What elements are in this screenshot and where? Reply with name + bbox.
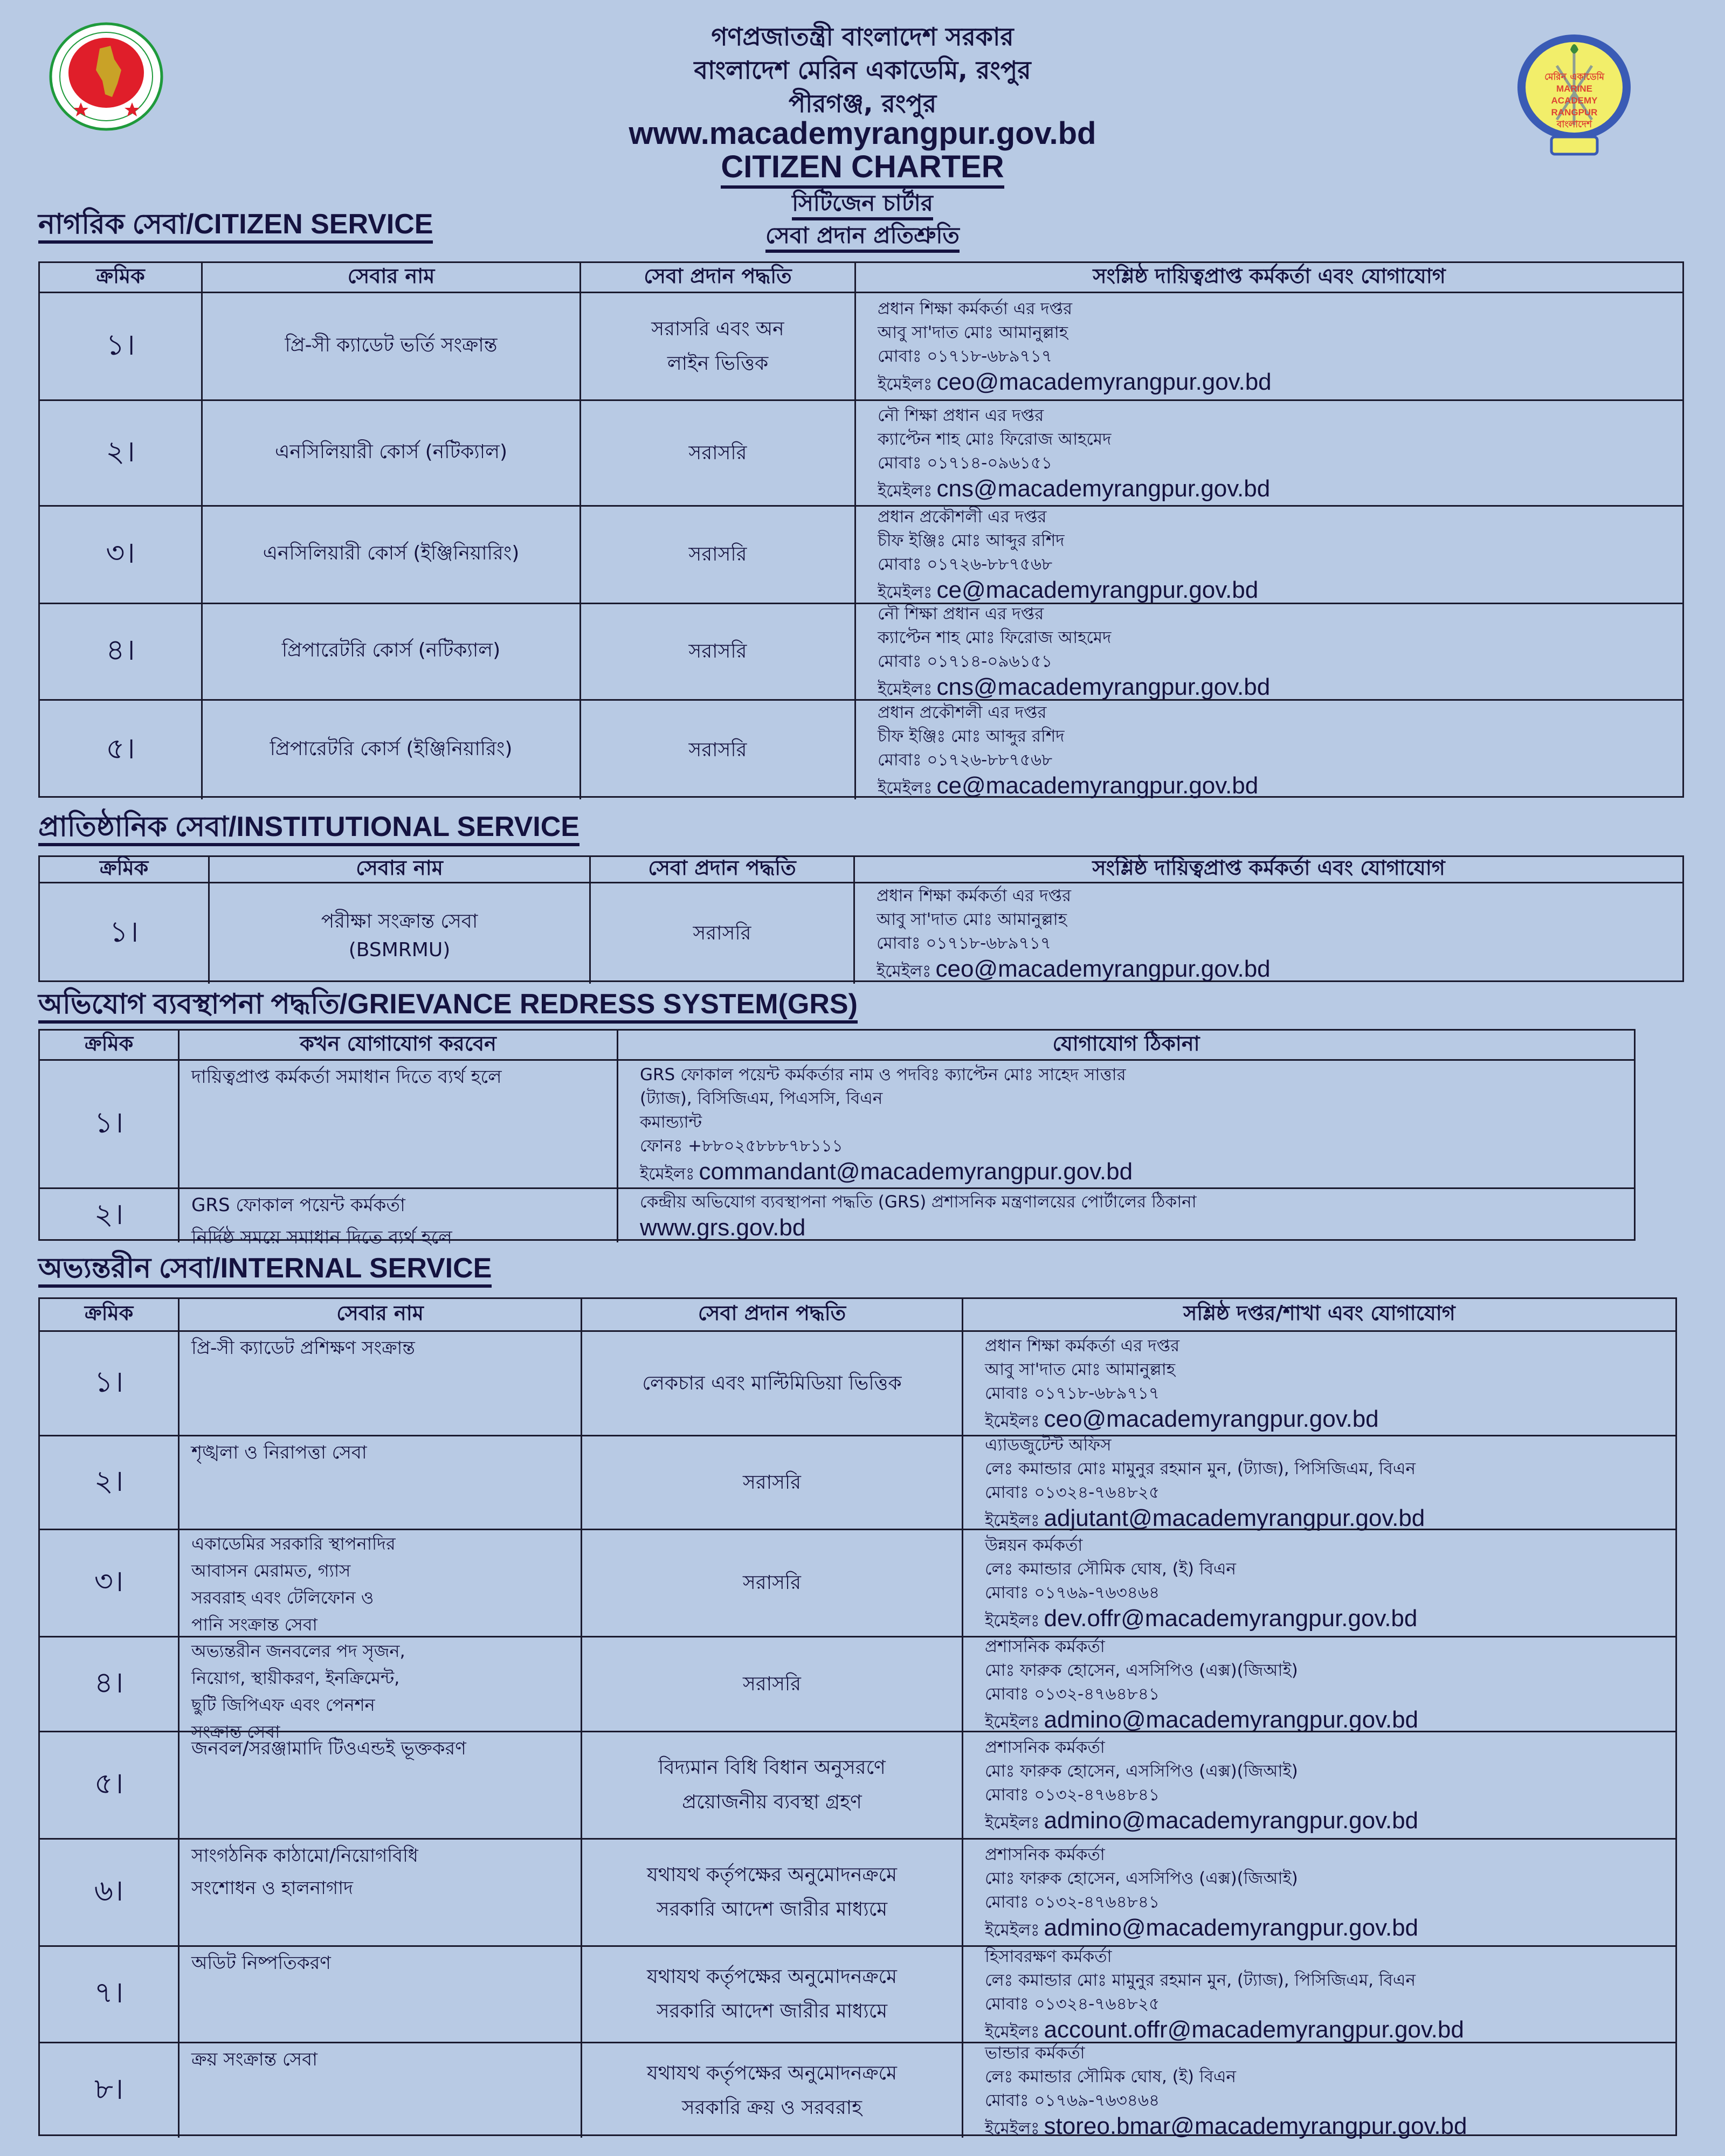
service-method-line: সরাসরি এবং অন bbox=[651, 317, 784, 340]
email-label: ইমেইলঃ bbox=[878, 481, 933, 501]
serial-number: ২। bbox=[94, 1463, 124, 1498]
service-method bbox=[581, 1436, 962, 1529]
contact-info bbox=[962, 1637, 1675, 1731]
citizen-service-heading: নাগরিক সেবা/CITIZEN SERVICE bbox=[38, 208, 433, 244]
email-label: ইমেইলঃ bbox=[985, 1611, 1040, 1630]
column-header: ক্রমিক bbox=[99, 856, 149, 880]
service-method-line: যথাযথ কর্তৃপক্ষের অনুমোদনক্রমে bbox=[646, 1966, 897, 1988]
email-line bbox=[985, 1914, 1418, 1942]
table-header-row bbox=[40, 263, 1682, 292]
service-method-line: সরাসরি bbox=[688, 441, 747, 464]
table-row bbox=[40, 292, 1682, 399]
service-name-line: এনসিলিয়ারী কোর্স (ইঞ্জিনিয়ারিং) bbox=[263, 542, 520, 564]
service-name-line: প্রিপারেটরি কোর্স (ইঞ্জিনিয়ারিং) bbox=[270, 737, 513, 760]
service-name bbox=[178, 1332, 581, 1435]
service-name bbox=[201, 507, 579, 603]
serial-number: ২। bbox=[94, 1197, 124, 1231]
contact-line: মোবাঃ ০১৭৬৯-৭৬৩৪৬৪ bbox=[985, 2090, 1160, 2110]
serial-number: ৮। bbox=[94, 2071, 124, 2106]
contact-line: মোবাঃ ০১৭৬৯-৭৬৩৪৬৪ bbox=[985, 1583, 1160, 1602]
service-method bbox=[579, 507, 854, 603]
column-header: ক্রমিক bbox=[96, 264, 145, 288]
table-row bbox=[40, 699, 1682, 799]
service-method bbox=[589, 883, 853, 984]
contact-info bbox=[962, 1436, 1675, 1529]
column-header: সেবার নাম bbox=[208, 857, 589, 882]
serial-number: ১। bbox=[94, 1105, 124, 1139]
page-title-text: CITIZEN CHARTER bbox=[721, 149, 1004, 189]
serial-number: ১। bbox=[94, 1364, 124, 1399]
contact-info bbox=[617, 1061, 1634, 1187]
email-label: ইমেইলঃ bbox=[985, 1813, 1040, 1833]
service-name-line: সংশোধন ও হালনাগাদ bbox=[191, 1877, 353, 1899]
service-name bbox=[178, 1947, 581, 2042]
table-row bbox=[40, 1187, 1634, 1248]
contact-line: নৌ শিক্ষা প্রধান এর দপ্তর bbox=[878, 405, 1044, 425]
serial-number: ৫। bbox=[94, 1766, 124, 1800]
serial-number: ১। bbox=[109, 915, 139, 949]
serial-number: ১। bbox=[106, 327, 135, 362]
service-name bbox=[178, 2043, 581, 2138]
email-line bbox=[985, 2016, 1464, 2044]
email-line bbox=[640, 1214, 805, 1242]
service-method bbox=[581, 1637, 962, 1731]
email-line bbox=[878, 576, 1258, 604]
contact-info bbox=[962, 1840, 1675, 1945]
service-method-line: সরাসরি bbox=[693, 922, 751, 944]
service-name-line: ছুটি জিপিএফ এবং পেনশন bbox=[191, 1695, 375, 1715]
serial-number: ৬। bbox=[94, 1874, 124, 1908]
email-label: ইমেইলঃ bbox=[985, 1411, 1040, 1431]
email-label: ইমেইলঃ bbox=[878, 583, 933, 602]
column-header: সংশ্লিষ্ঠ দায়িত্বপ্রাপ্ত কর্মকর্তা এবং যোগাযোগ bbox=[853, 857, 1682, 882]
serial-number: ৭। bbox=[94, 1975, 124, 2009]
email-link[interactable]: cns@macademyrangpur.gov.bd bbox=[936, 674, 1271, 700]
service-method-line: প্রয়োজনীয় ব্যবস্থা গ্রহণ bbox=[682, 1791, 862, 1813]
email-label: ইমেইলঃ bbox=[985, 1712, 1040, 1732]
column-header: সেবা প্রদান পদ্ধতি bbox=[579, 263, 854, 292]
service-name-line: জনবল/সরঞ্জামাদি টিওএন্ডই ভূক্তকরণ bbox=[191, 1738, 466, 1759]
email-link[interactable]: ceo@macademyrangpur.gov.bd bbox=[936, 368, 1272, 395]
serial-number: ২। bbox=[106, 434, 135, 468]
email-label: ইমেইলঃ bbox=[878, 374, 933, 394]
email-link[interactable]: account.offr@macademyrangpur.gov.bd bbox=[1044, 2016, 1464, 2043]
contact-line: GRS ফোকাল পয়েন্ট কর্মকর্তার নাম ও পদবিঃ ক্যাপ্টেন মোঃ সাহেদ সাত্তার bbox=[640, 1065, 1126, 1084]
website-link[interactable]: www.macademyrangpur.gov.bd bbox=[629, 116, 1096, 151]
service-name bbox=[201, 293, 579, 399]
column-header: ক্রমিক bbox=[84, 1031, 134, 1055]
email-label: ইমেইলঃ bbox=[878, 680, 933, 699]
contact-info bbox=[854, 401, 1682, 505]
contact-info bbox=[962, 1530, 1675, 1636]
service-name bbox=[178, 1061, 617, 1187]
service-method-line: সরাসরি bbox=[743, 1572, 801, 1594]
contact-line: নৌ শিক্ষা প্রধান এর দপ্তর bbox=[878, 604, 1044, 624]
contact-line: লেঃ কমান্ডার মোঃ মামুনুর রহমান মুন, (ট্যাজ), পিসিজিএম, বিএন bbox=[985, 1971, 1416, 1990]
table-row bbox=[40, 1059, 1634, 1187]
service-name-line: সাংগঠনিক কাঠামো/নিয়োগবিধি bbox=[191, 1845, 418, 1867]
table-row bbox=[40, 1529, 1675, 1636]
email-line bbox=[985, 1405, 1379, 1433]
email-link[interactable]: dev.offr@macademyrangpur.gov.bd bbox=[1044, 1605, 1418, 1632]
service-method-line: লাইন ভিত্তিক bbox=[667, 352, 769, 375]
government-name: গণপ্রজাতন্ত্রী বাংলাদেশ সরকার bbox=[711, 22, 1014, 51]
contact-line: প্রশাসনিক কর্মকর্তা bbox=[985, 1636, 1105, 1656]
table-row bbox=[40, 882, 1682, 984]
contact-line: মোবাঃ ০১৩২-৪৭৬৪৮৪১ bbox=[985, 1684, 1160, 1704]
contact-line: হিসাবরক্ষণ কর্মকর্তা bbox=[985, 1947, 1112, 1966]
service-name bbox=[178, 1436, 581, 1529]
contact-line: প্রধান শিক্ষা কর্মকর্তা এর দপ্তর bbox=[985, 1336, 1180, 1356]
contact-info bbox=[962, 1332, 1675, 1435]
email-link[interactable]: storeo.bmar@macademyrangpur.gov.bd bbox=[1044, 2112, 1467, 2139]
column-header: সেবা প্রদান পদ্ধতি bbox=[589, 857, 853, 882]
service-method bbox=[581, 1947, 962, 2042]
service-method bbox=[579, 293, 854, 399]
contact-info bbox=[962, 1947, 1675, 2042]
email-link[interactable]: admino@macademyrangpur.gov.bd bbox=[1044, 1807, 1419, 1834]
service-method-line: সরাসরি bbox=[743, 1471, 801, 1494]
service-name-line: দায়িত্বপ্রাপ্ত কর্মকর্তা সমাধান দিতে ব্যর্থ হলে bbox=[191, 1066, 502, 1088]
contact-line: কমান্ড্যান্ট bbox=[640, 1112, 702, 1132]
serial-number: ৫। bbox=[106, 731, 135, 765]
service-name-line: পরীক্ষা সংক্রান্ত সেবা bbox=[321, 910, 478, 932]
table-header-row bbox=[40, 857, 1682, 882]
email-line bbox=[985, 1605, 1417, 1633]
serial-number: ৩। bbox=[106, 536, 135, 570]
table-row bbox=[40, 1435, 1675, 1529]
service-name bbox=[178, 1530, 581, 1636]
email-link[interactable]: ce@macademyrangpur.gov.bd bbox=[936, 772, 1259, 799]
contact-info bbox=[617, 1189, 1634, 1242]
column-header: সেবার নাম bbox=[201, 263, 579, 292]
contact-line: মোবাঃ ০১৩২৪-৭৬৪৮২৫ bbox=[985, 1482, 1160, 1502]
service-method-line: যথাযথ কর্তৃপক্ষের অনুমোদনক্রমে bbox=[646, 2062, 897, 2084]
email-label: ইমেইলঃ bbox=[877, 962, 932, 981]
service-name bbox=[178, 1840, 581, 1945]
table-row bbox=[40, 2042, 1675, 2138]
email-line bbox=[877, 955, 1271, 983]
table-row bbox=[40, 399, 1682, 505]
service-method bbox=[579, 604, 854, 699]
grievance-redress-system-table bbox=[38, 1029, 1636, 1248]
contact-line: উন্নয়ন কর্মকর্তা bbox=[985, 1536, 1083, 1555]
contact-line: প্রধান শিক্ষা কর্মকর্তা এর দপ্তর bbox=[877, 886, 1072, 906]
contact-line: মোবাঃ ০১৭১৪-০৯৬১৫১ bbox=[878, 453, 1053, 473]
email-link[interactable]: ce@macademyrangpur.gov.bd bbox=[936, 577, 1259, 603]
service-method-line: সরকারি আদেশ জারীর মাধ্যমে bbox=[656, 1898, 888, 1920]
email-link[interactable]: cns@macademyrangpur.gov.bd bbox=[936, 475, 1271, 502]
contact-line: মোবাঃ ০১৩২-৪৭৬৪৮৪১ bbox=[985, 1892, 1160, 1912]
email-line bbox=[878, 368, 1272, 396]
citizen-service-table bbox=[38, 261, 1684, 798]
service-method bbox=[581, 1332, 962, 1435]
contact-line: মোঃ ফারুক হোসেন, এসসিপিও (এক্স)(জিআই) bbox=[985, 1761, 1298, 1781]
service-name-line: নির্দিষ্ঠ সময়ে সমাধান দিতে ব্যর্থ হলে bbox=[191, 1227, 452, 1248]
column-header: সেবার নাম bbox=[178, 1299, 581, 1330]
email-line bbox=[878, 475, 1270, 503]
contact-line: চীফ ইঞ্জিঃ মোঃ আব্দুর রশিদ bbox=[878, 531, 1065, 550]
page-title bbox=[0, 149, 1725, 185]
contact-line: এ্যাডজুটেন্ট অফিস bbox=[985, 1435, 1112, 1455]
service-name bbox=[201, 701, 579, 799]
contact-line: মোবাঃ ০১৩২৪-৭৬৪৮২৫ bbox=[985, 1994, 1160, 2014]
service-name bbox=[178, 1637, 581, 1742]
service-name-line: ক্রয় সংক্রান্ত সেবা bbox=[191, 2049, 318, 2070]
contact-line: চীফ ইঞ্জিঃ মোঃ আব্দুর রশিদ bbox=[878, 726, 1065, 746]
email-label: ইমেইলঃ bbox=[985, 1920, 1040, 1940]
contact-line: মোবাঃ ০১৭২৬-৮৮৭৫৬৮ bbox=[878, 555, 1053, 574]
email-label: ইমেইলঃ bbox=[878, 778, 933, 798]
service-method-line: সরাসরি bbox=[688, 640, 747, 662]
table-row bbox=[40, 505, 1682, 603]
service-name bbox=[208, 883, 589, 984]
serial-number: ৩। bbox=[94, 1564, 124, 1598]
contact-line: ফোনঃ +৮৮০২৫৮৮৮৭৮১১১ bbox=[640, 1136, 843, 1156]
service-name-line: প্রিপারেটরি কোর্স (নটিক্যাল) bbox=[281, 639, 501, 661]
email-link[interactable]: admino@macademyrangpur.gov.bd bbox=[1044, 1706, 1419, 1733]
contact-line: মোবাঃ ০১৭১৪-০৯৬১৫১ bbox=[878, 652, 1053, 671]
email-link[interactable]: www.grs.gov.bd bbox=[640, 1214, 806, 1241]
email-link[interactable]: ceo@macademyrangpur.gov.bd bbox=[1044, 1405, 1379, 1432]
service-name-line: অভ্যন্তরীন জনবলের পদ সৃজন, bbox=[191, 1641, 405, 1661]
email-label: ইমেইলঃ bbox=[640, 1164, 695, 1184]
contact-line: ভান্ডার কর্মকর্তা bbox=[985, 2043, 1085, 2063]
contact-line: মোঃ ফারুক হোসেন, এসসিপিও (এক্স)(জিআই) bbox=[985, 1660, 1298, 1680]
email-line bbox=[985, 1807, 1418, 1835]
service-name-line: এনসিলিয়ারী কোর্স (নটিক্যাল) bbox=[274, 440, 508, 463]
service-method-line: যথাযথ কর্তৃপক্ষের অনুমোদনক্রমে bbox=[646, 1864, 897, 1886]
email-label: ইমেইলঃ bbox=[985, 1510, 1040, 1530]
institutional-service-heading: প্রাতিষ্ঠানিক সেবা/INSTITUTIONAL SERVICE bbox=[38, 811, 579, 846]
email-link[interactable]: ceo@macademyrangpur.gov.bd bbox=[935, 956, 1271, 982]
grievance-redress-system-heading: অভিযোগ ব্যবস্থাপনা পদ্ধতি/GRIEVANCE REDRESS SYSTEM(GRS) bbox=[38, 988, 858, 1024]
contact-line: প্রধান শিক্ষা কর্মকর্তা এর দপ্তর bbox=[878, 299, 1073, 319]
contact-line: লেঃ কমান্ডার সৌমিক ঘোষ, (ই) বিএন bbox=[985, 2067, 1237, 2086]
service-method bbox=[579, 701, 854, 799]
email-line bbox=[985, 1706, 1418, 1734]
contact-line: প্রশাসনিক কর্মকর্তা bbox=[985, 1738, 1105, 1757]
contact-line: ক্যাপ্টেন শাহ মোঃ ফিরোজ আহমেদ bbox=[878, 429, 1112, 449]
service-name-line: আবাসন মেরামত, গ্যাস bbox=[191, 1560, 351, 1581]
contact-line: লেঃ কমান্ডার মোঃ মামুনুর রহমান মুন, (ট্যাজ), পিসিজিএম, বিএন bbox=[985, 1459, 1416, 1478]
contact-line: (ট্যাজ), বিসিজিএম, পিএসসি, বিএন bbox=[640, 1088, 883, 1108]
institution-name: বাংলাদেশ মেরিন একাডেমি, রংপুর bbox=[694, 56, 1031, 85]
contact-info bbox=[854, 507, 1682, 603]
service-name bbox=[201, 401, 579, 505]
contact-line: মোবাঃ ০১৭২৬-৮৮৭৫৬৮ bbox=[878, 750, 1053, 770]
service-name-line: পানি সংক্রান্ত সেবা bbox=[191, 1614, 318, 1635]
email-link[interactable]: commandant@macademyrangpur.gov.bd bbox=[699, 1158, 1133, 1185]
marine-academy-logo-text: মেরিন একাডেমি MARINE ACADEMY RANGPUR বাংলাদেশ bbox=[1544, 72, 1604, 129]
email-line bbox=[878, 673, 1270, 701]
service-name-line: GRS ফোকাল পয়েন্ট কর্মকর্তা bbox=[191, 1194, 405, 1216]
table-row bbox=[40, 1636, 1675, 1742]
service-name bbox=[201, 604, 579, 699]
service-name bbox=[178, 1732, 581, 1838]
service-method-line: সরাসরি bbox=[688, 543, 747, 565]
contact-info bbox=[853, 883, 1682, 984]
table-row bbox=[40, 1731, 1675, 1838]
email-line bbox=[640, 1158, 1133, 1186]
service-name-line: প্রি-সী ক্যাডেট প্রশিক্ষণ সংক্রান্ত bbox=[191, 1337, 415, 1359]
contact-line: ক্যাপ্টেন শাহ মোঃ ফিরোজ আহমেদ bbox=[878, 628, 1112, 647]
service-method bbox=[581, 2043, 962, 2138]
contact-info bbox=[854, 701, 1682, 799]
contact-line: মোবাঃ ০১৭১৮-৬৮৯৭১৭ bbox=[985, 1383, 1160, 1403]
internal-service-table bbox=[38, 1297, 1677, 2139]
service-name-line: প্রি-সী ক্যাডেট ভর্তি সংক্রান্ত bbox=[285, 334, 498, 356]
contact-line: মোবাঃ ০১৭১৮-৬৮৯৭১৭ bbox=[877, 934, 1052, 953]
table-header-row bbox=[40, 1299, 1675, 1330]
service-name-line: নিয়োগ, স্থায়ীকরণ, ইনক্রিমেন্ট, bbox=[191, 1668, 400, 1688]
serial-number: ৪। bbox=[106, 633, 135, 667]
email-label: ইমেইলঃ bbox=[985, 2118, 1040, 2138]
contact-line: আবু সা'দাত মোঃ আমানুল্লাহ bbox=[985, 1359, 1176, 1379]
service-method-line: সরকারি আদেশ জারীর মাধ্যমে bbox=[656, 2000, 888, 2022]
contact-line: প্রধান প্রকৌশলী এর দপ্তর bbox=[878, 702, 1047, 722]
contact-line: কেন্দ্রীয় অভিযোগ ব্যবস্থাপনা পদ্ধতি (GRS) প্রশাসনিক মন্ত্রণালয়ের পোর্টালের ঠিকানা bbox=[640, 1192, 1197, 1212]
contact-line: আবু সা'দাত মোঃ আমানুল্লাহ bbox=[877, 910, 1067, 929]
internal-service-heading: অভ্যন্তরীন সেবা/INTERNAL SERVICE bbox=[38, 1252, 492, 1288]
contact-line: আবু সা'দাত মোঃ আমানুল্লাহ bbox=[878, 322, 1068, 342]
contact-line: প্রশাসনিক কর্মকর্তা bbox=[985, 1845, 1105, 1864]
column-header: ক্রমিক bbox=[84, 1301, 134, 1325]
contact-line: প্রধান প্রকৌশলী এর দপ্তর bbox=[878, 507, 1047, 527]
column-header: কখন যোগাযোগ করবেন bbox=[178, 1031, 617, 1059]
service-name-line: একাডেমির সরকারি স্থাপনাদির bbox=[191, 1533, 396, 1554]
table-row bbox=[40, 1838, 1675, 1945]
contact-info bbox=[854, 293, 1682, 399]
service-method bbox=[579, 401, 854, 505]
service-name-line: অডিট নিষ্পতিকরণ bbox=[191, 1952, 331, 1974]
contact-info bbox=[854, 604, 1682, 699]
service-method-line: সরকারি ক্রয় ও সরবরাহ bbox=[681, 2096, 862, 2119]
service-name-line: সরবরাহ এবং টেলিফোন ও bbox=[191, 1587, 374, 1608]
service-method-line: বিদ্যমান বিধি বিধান অনুসরণে bbox=[658, 1757, 886, 1779]
service-method-line: সরাসরি bbox=[688, 738, 747, 761]
email-line bbox=[985, 2112, 1467, 2140]
email-line bbox=[985, 1504, 1425, 1532]
contact-info bbox=[962, 2043, 1675, 2138]
column-header: সংশ্লিষ্ঠ দায়িত্বপ্রাপ্ত কর্মকর্তা এবং যোগাযোগ bbox=[854, 263, 1682, 292]
email-line bbox=[878, 772, 1258, 800]
table-header-row bbox=[40, 1031, 1634, 1059]
service-method-line: সরাসরি bbox=[743, 1673, 801, 1695]
contact-line: লেঃ কমান্ডার সৌমিক ঘোষ, (ই) বিএন bbox=[985, 1559, 1237, 1579]
service-method bbox=[581, 1840, 962, 1945]
email-link[interactable]: adjutant@macademyrangpur.gov.bd bbox=[1044, 1504, 1425, 1531]
page-title-bn-text: সিটিজেন চার্টার bbox=[792, 190, 933, 220]
service-name-line: শৃঙ্খলা ও নিরাপত্তা সেবা bbox=[191, 1442, 367, 1463]
email-label: ইমেইলঃ bbox=[985, 2022, 1040, 2042]
page-subtitle-bn-text: সেবা প্রদান প্রতিশ্রুতি bbox=[765, 222, 960, 253]
service-method bbox=[581, 1530, 962, 1636]
institutional-service-table bbox=[38, 855, 1684, 982]
contact-info bbox=[962, 1732, 1675, 1838]
email-link[interactable]: admino@macademyrangpur.gov.bd bbox=[1044, 1915, 1419, 1941]
service-name-line: সংক্রান্ত সেবা bbox=[191, 1722, 280, 1742]
table-row bbox=[40, 1945, 1675, 2042]
service-name bbox=[178, 1189, 617, 1248]
column-header: যোগাযোগ ঠিকানা bbox=[617, 1031, 1634, 1059]
institution-address: পীরগঞ্জ, রংপুর bbox=[788, 89, 937, 118]
table-row bbox=[40, 1330, 1675, 1435]
column-header: সেবা প্রদান পদ্ধতি bbox=[581, 1299, 962, 1330]
contact-line: মোঃ ফারুক হোসেন, এসসিপিও (এক্স)(জিআই) bbox=[985, 1869, 1298, 1888]
service-method bbox=[581, 1732, 962, 1838]
contact-line: মোবাঃ ০১৩২-৪৭৬৪৮৪১ bbox=[985, 1785, 1160, 1805]
serial-number: ৪। bbox=[94, 1665, 124, 1699]
service-method-line: লেকচার এবং মাল্টিমিডিয়া ভিত্তিক bbox=[642, 1372, 902, 1394]
column-header: সশ্লিষ্ঠ দপ্তর/শাখা এবং যোগাযোগ bbox=[962, 1299, 1675, 1330]
contact-line: মোবাঃ ০১৭১৮-৬৮৯৭১৭ bbox=[878, 346, 1053, 366]
table-row bbox=[40, 603, 1682, 699]
service-name-line: (BSMRMU) bbox=[348, 938, 451, 961]
